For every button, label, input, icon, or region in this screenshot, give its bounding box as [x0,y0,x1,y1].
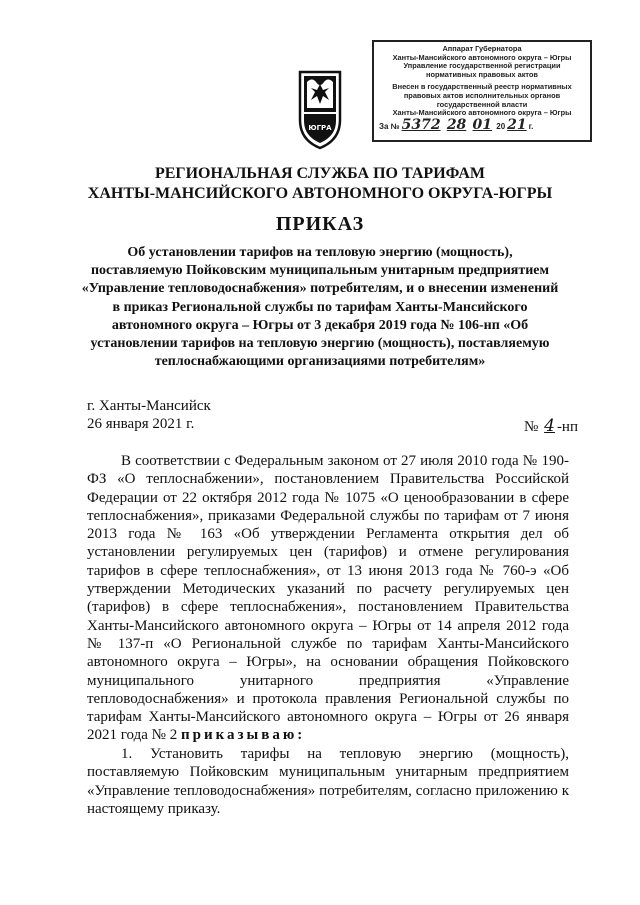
city: г. Ханты-Мансийск [87,398,211,414]
order-date: 26 января 2021 г. [87,416,195,432]
organization-title [60,164,580,204]
stamp-reg-year: 21 [507,116,527,133]
preamble-text: В соответствии с Федеральным законом от 27 июля 2010 года № 190-ФЗ «О теплоснабжении», постановлением Правительства Российской Федерации от 22 октября 2012 года № 1075 «О ценообразовании в сфере теплоснабжения», приказами Федеральной службы по тарифам от 7 июня 2013 года № 163 «Об утверждении Регламента открытия дел об установлении регулируемых цен (тарифов) и отмене регулирования тарифов в сфере теплоснабжения», от 13 июня 2013 года № 760-э «Об утверждении Методических указаний по расчету регулируемых цен (тарифов) в сфере теплоснабжения», постановлением Правительства Ханты-Мансийского автономного округа – Югры от 14 апреля 2012 года № 137-п «О Региональной службе по тарифам Ханты-Мансийского автономного округа – Югры», на основании обращения Пойковского муниципального унитарного предприятия «Управление тепловодоснабжения» и протокола правления Региональной службы по тарифам Ханты-Мансийского автономного округа – Югры от 26 января 2021 года № 2 [87,453,569,744]
stamp-line: Ханты-Мансийского автономного округа – Югры [392,52,572,62]
order-number [524,416,578,436]
preamble-paragraph [87,452,569,745]
registration-stamp [372,40,592,142]
order-number-prefix: № [524,419,539,435]
stamp-reg-year-prefix: 20 [496,121,506,131]
order-number-suffix: -нп [556,419,578,435]
stamp-reg-prefix: За № [379,121,400,131]
organization-line-1: РЕГИОНАЛЬНАЯ СЛУЖБА ПО ТАРИФАМ [154,165,486,182]
stamp-reg-day: 28 [446,116,467,133]
stamp-line: Внесен в государственный реестр нормативных [392,82,572,92]
stamp-line: нормативных правовых актов [426,69,538,79]
stamp-line: государственной власти [436,99,528,109]
stamp-line: Ханты-Мансийского автономного округа – Югры [392,108,572,118]
order-subject: Об установлении тарифов на тепловую энергию (мощность), поставляемую Пойковским муниципальным унитарным предприятием «Управление тепловодоснабжения» потребителям, и о внесении изменений в приказ Региональной службы по тарифам Ханты-Мансийского автономного округа – Югры от 3 декабря 2019 года № 106-нп «Об установлении тарифов на тепловую энергию (мощность), поставляемую теплоснабжающими организациями потребителям» [81,245,559,370]
emblem-caption: ЮГРА [308,124,332,132]
stamp-reg-year-suffix: г. [528,121,534,131]
stamp-reg-number: 5372 [401,116,441,133]
stamp-registration-number [379,116,585,133]
coat-of-arms-icon [295,68,345,150]
clause-1: 1. Установить тарифы на тепловую энергию (мощность), поставляемую Пойковским муниципальным унитарным предприятием «Управление тепловодоснабжения» потребителям, согласно приложению к настоящему приказу. [87,746,569,817]
place-and-date [87,397,211,433]
organization-line-2: ХАНТЫ-МАНСИЙСКОГО АВТОНОМНОГО ОКРУГА-ЮГРЫ [87,185,553,202]
stamp-line: Аппарат Губернатора [442,44,522,53]
order-number-handwritten: 4 [544,416,555,436]
order-word: приказываю: [180,727,306,744]
document-type: ПРИКАЗ [275,213,365,235]
stamp-reg-month: 01 [472,116,493,133]
stamp-line: Управление государственной регистрации [403,61,561,71]
stamp-line: правовых актов исполнительных органов [403,90,561,100]
